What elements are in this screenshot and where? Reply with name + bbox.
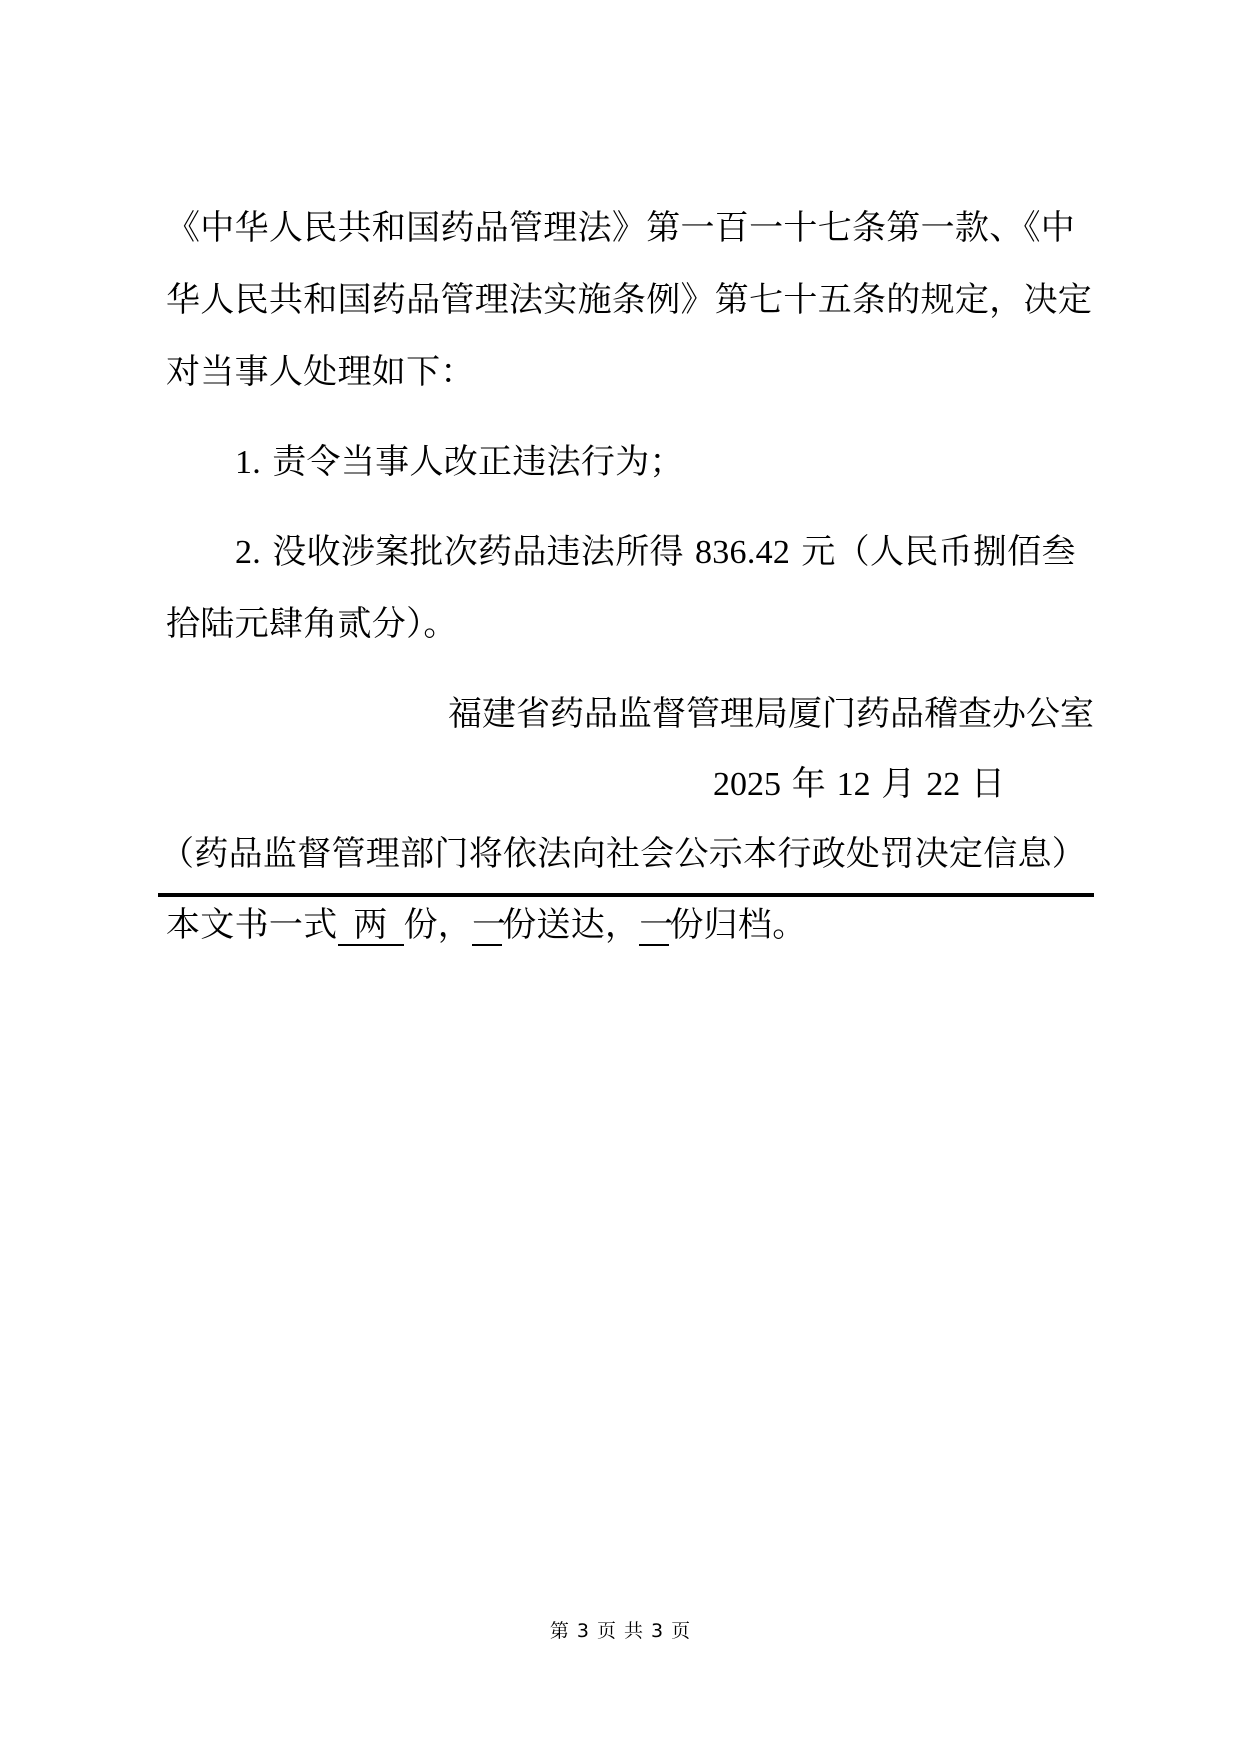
copies-served-suffix: 份送达， [502,905,640,945]
separator-rule [158,893,1094,897]
copies-statement [166,903,807,947]
date-day-unit: 日 [971,764,1005,804]
item-1-text: 责令当事人改正违法行为； [272,442,684,482]
item-1-number: 1. [235,444,262,481]
copies-total-blank: 两 [338,906,404,946]
item-2-amount: 836.42 [694,534,791,571]
copies-served-blank: 一 [472,905,507,945]
paragraph-line-1: 《中华人民共和国药品管理法》第一百一十七条第一款、《中 [166,208,1076,248]
decision-item-1 [235,440,684,485]
issuing-organization: 福建省药品监督管理局厦门药品稽查办公室 [448,694,1094,734]
item-2-number: 2. [235,534,262,571]
copies-prefix: 本文书一式 [166,905,338,945]
paragraph-line-2: 华人民共和国药品管理法实施条例》第七十五条的规定，决定 [166,280,1093,320]
paragraph-line-3: 对当事人处理如下： [166,352,475,392]
date-day: 22 [926,766,961,803]
copies-archived-blank: 一 [639,905,674,945]
date-year-unit: 年 [791,764,826,804]
date-year: 2025 [712,766,781,803]
issue-date [713,762,1005,807]
copies-archived-suffix: 份归档。 [669,905,807,945]
page-number-footer: 第 3 页 共 3 页 [549,1620,692,1642]
date-month: 12 [836,766,871,803]
publicity-notice: （药品监督管理部门将依法向社会公示本行政处罚决定信息） [160,834,1087,874]
item-2-text-after: 元（人民币捌佰叁 [801,532,1076,572]
decision-item-2-continued: 拾陆元肆角贰分）。 [166,604,458,644]
copies-unit: 份， [403,905,473,945]
date-month-unit: 月 [881,764,916,804]
item-2-text: 没收涉案批次药品违法所得 [272,532,684,572]
decision-item-2 [235,530,1076,575]
